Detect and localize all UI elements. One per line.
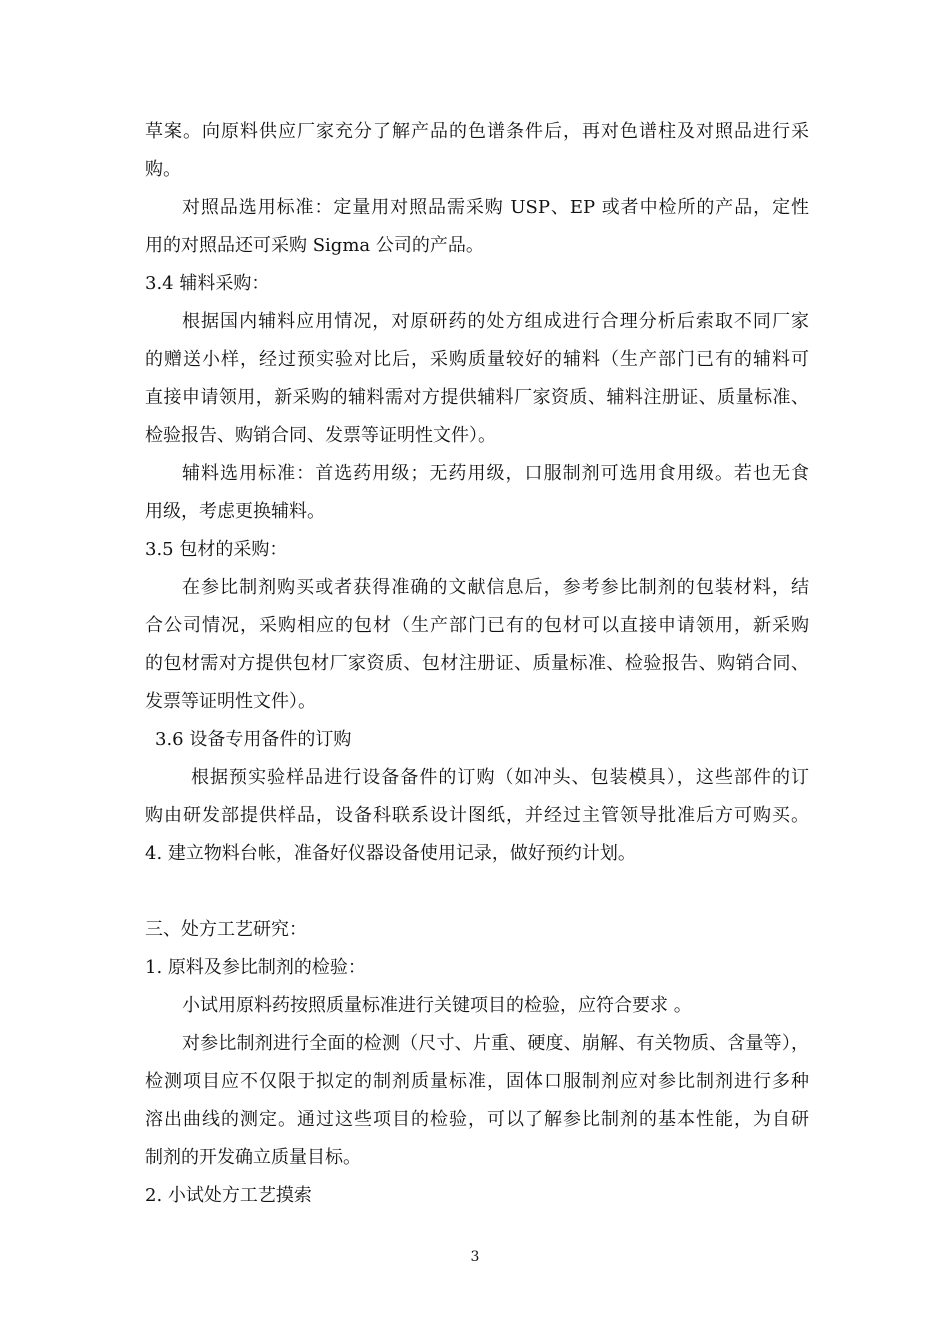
document-body bbox=[145, 113, 809, 1215]
blank-line bbox=[145, 873, 809, 911]
paragraph-line: 合公司情况，采购相应的包材（生产部门已有的包材可以直接申请领用，新采购 bbox=[145, 615, 809, 636]
paragraph-line: 购。 bbox=[145, 159, 181, 180]
section-heading: 3.4 辅料采购： bbox=[145, 273, 270, 294]
paragraph-line: 直接申请领用，新采购的辅料需对方提供辅料厂家资质、辅料注册证、质量标准、 bbox=[145, 387, 809, 408]
paragraph-line: 发票等证明性文件）。 bbox=[145, 691, 316, 712]
paragraph-line: 在参比制剂购买或者获得准确的文献信息后，参考参比制剂的包装材料，结 bbox=[182, 577, 809, 598]
page-number: 3 bbox=[470, 1249, 480, 1265]
paragraph-line: 对参比制剂进行全面的检测（尺寸、片重、硬度、崩解、有关物质、含量等）， bbox=[182, 1033, 809, 1054]
numbered-item: 4. 建立物料台帐，准备好仪器设备使用记录，做好预约计划。 bbox=[145, 843, 636, 864]
paragraph-line: 草案。向原料供应厂家充分了解产品的色谱条件后，再对色谱柱及对照品进行采 bbox=[145, 121, 809, 142]
paragraph-line: 根据预实验样品进行设备备件的订购（如冲头、包装模具），这些部件的订 bbox=[191, 767, 809, 788]
paragraph-line: 购由研发部提供样品，设备科联系设计图纸，并经过主管领导批准后方可购买。 bbox=[145, 805, 809, 826]
paragraph-line: 根据国内辅料应用情况，对原研药的处方组成进行合理分析后索取不同厂家 bbox=[182, 311, 809, 332]
paragraph-line: 制剂的开发确立质量目标。 bbox=[145, 1147, 361, 1168]
numbered-item: 1. 原料及参比制剂的检验： bbox=[145, 957, 366, 978]
section-heading: 三、处方工艺研究： bbox=[145, 919, 307, 940]
paragraph-line: 检验报告、购销合同、发票等证明性文件）。 bbox=[145, 425, 496, 446]
paragraph-line: 检测项目应不仅限于拟定的制剂质量标准，固体口服制剂应对参比制剂进行多种 bbox=[145, 1071, 809, 1092]
section-heading: 3.5 包材的采购： bbox=[145, 539, 288, 560]
paragraph-line: 小试用原料药按照质量标准进行关键项目的检验，应符合要求 。 bbox=[182, 995, 692, 1016]
paragraph-line: 的赠送小样，经过预实验对比后，采购质量较好的辅料（生产部门已有的辅料可 bbox=[145, 349, 809, 370]
paragraph-line: 用的对照品还可采购 Sigma 公司的产品。 bbox=[145, 235, 484, 256]
section-heading: 3.6 设备专用备件的订购 bbox=[155, 729, 352, 750]
paragraph-line: 溶出曲线的测定。通过这些项目的检验，可以了解参比制剂的基本性能，为自研 bbox=[145, 1109, 809, 1130]
paragraph-line: 对照品选用标准：定量用对照品需采购 USP、EP 或者中检所的产品，定性 bbox=[182, 197, 809, 218]
paragraph-line: 用级，考虑更换辅料。 bbox=[145, 501, 325, 522]
paragraph-line: 的包材需对方提供包材厂家资质、包材注册证、质量标准、检验报告、购销合同、 bbox=[145, 653, 809, 674]
numbered-item: 2. 小试处方工艺摸索 bbox=[145, 1185, 312, 1206]
paragraph-line: 辅料选用标准：首选药用级；无药用级，口服制剂可选用食用级。若也无食 bbox=[182, 463, 809, 484]
